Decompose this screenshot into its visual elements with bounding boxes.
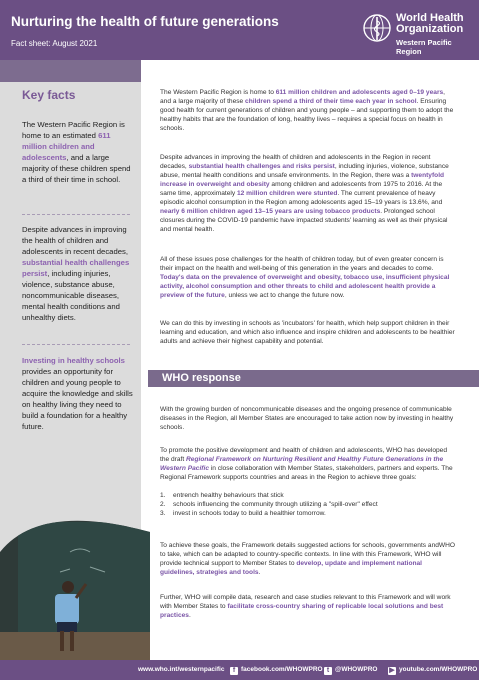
goal-item: 3. invest in schools today to build a healthier tomorrow. bbox=[160, 510, 326, 517]
goals-list bbox=[160, 491, 456, 518]
paragraph-data-sharing: Further, WHO will compile data, research and case studies relevant to this Framework and will work with Member States to facilitate cross-country sharing of replicable local solutions and best practices. bbox=[160, 594, 451, 619]
who-logo bbox=[362, 11, 474, 56]
region-name: Western Pacific Region bbox=[396, 38, 452, 56]
twitter-icon: t bbox=[324, 667, 332, 675]
sidebar-top-band bbox=[0, 60, 141, 82]
paragraph-burden: With the growing burden of noncommunicable diseases and the ongoing presence of communicable diseases in the Region, all Member States are encouraged to take action now by investing in healthy schools. bbox=[160, 406, 454, 431]
key-facts-heading: Key facts bbox=[22, 88, 76, 102]
paragraph-challenges: Despite advances in improving the health of children and adolescents in the Region in recent decades, substantial health challenges and risks persist, including injuries, violence, substance abuse, mental health conditions and unsafe environments. In the Region, there was a twentyfold increase in overweight and obesity among children and adolescents from 1975 to 2016. At the same time, approximately 12 million children were stunted. The current prevalence of heavy episodic alcohol consumption in the Region among adolescents aged 15–19 years is 13.6%, and nearly 6 million children aged 13–15 years are using tobacco products. Prolonged school closures during the COVID-19 pandemic have impacted students' learning as well as their physical and mental health. bbox=[160, 154, 449, 233]
who-response-banner bbox=[148, 370, 479, 387]
page-title: Nurturing the health of future generations bbox=[11, 14, 279, 29]
organization-name: World Health Organization bbox=[396, 12, 464, 35]
key-fact-3: Investing in healthy schools provides an opportunity for children and young people to acquire the knowledge and skills on healthy living they need to build a foundation for a healthy future. bbox=[22, 356, 133, 431]
goal-item: 2. schools influencing the community through utilizing a "spill-over" effect bbox=[160, 501, 378, 508]
youtube-link[interactable]: ▶ youtube.com/WHOWPRO bbox=[389, 666, 478, 674]
fact-sheet-date: Fact sheet: August 2021 bbox=[11, 39, 98, 48]
header-banner bbox=[0, 0, 479, 60]
divider bbox=[22, 214, 130, 215]
paragraph-intro: The Western Pacific Region is home to 611 million children and adolescents aged 0–19 years, and a large majority of these children spend a third of their time each year in school. Ensuring good health for current generations of children and young people – and supporting them to adopt the healthy habits that are the foundation of long, healthy lives – requires a special focus on health in schools. bbox=[160, 89, 454, 132]
twitter-link[interactable]: t @WHOWPRO bbox=[324, 666, 377, 675]
facebook-link[interactable]: f facebook.com/WHOWPRO bbox=[230, 666, 323, 675]
website-link[interactable]: www.who.int/westernpacific bbox=[138, 666, 225, 673]
paragraph-future-concern: All of these issues pose challenges for the health of children today, but of even greater concern is their impact on the health and well-being of this generation in the years and decades to come. Today's data on the prevalence of overweight and obesity, tobacco use, insufficient physical activity, alcohol consumption and other threats to child and adolescent health provide a preview of the future, unless we act to change the future now. bbox=[160, 256, 450, 299]
youtube-icon: ▶ bbox=[389, 667, 395, 674]
key-fact-1: The Western Pacific Region is home to an estimated 611 million children and adolescents, and a large majority of these children spend a third of their time in school. bbox=[22, 120, 131, 184]
footer-bar bbox=[0, 660, 479, 680]
paragraph-framework: To promote the positive development and health of children and adolescents, WHO has developed the draft Regional Framework on Nurturing Resilient and Healthy Future Generations in the Western Pacific in close collaboration with Member States, stakeholders, partners and experts. The Regional Framework supports countries and areas in the Region to achieve three goals: bbox=[160, 447, 453, 481]
paragraph-actions: To achieve these goals, the Framework details suggested actions for schools, governments andWHO to take, which can be adapted to country-specific contexts. In line with this Framework, WHO will provide technical support to Member States to develop, update and implement national guidelines, strategies and tools. bbox=[160, 542, 456, 576]
who-response-heading: WHO response bbox=[162, 372, 241, 384]
who-emblem-icon bbox=[362, 13, 392, 43]
facebook-icon: f bbox=[230, 667, 238, 675]
goal-item: 1. entrench healthy behaviours that stick bbox=[160, 492, 284, 499]
key-fact-2: Despite advances in improving the health of children and adolescents in recent decades, substantial health challenges persist, including injuries, violence, substance abuse, noncommunicable diseases, mental health conditions and unhealthy diets. bbox=[22, 225, 130, 322]
paragraph-schools: We can do this by investing in schools as 'incubators' for health, which help support children in their learning and education, and which also influence and inspire children and adolescents to be healthier adults and achieve their highest capability and potential. bbox=[160, 320, 455, 345]
divider bbox=[22, 344, 130, 345]
child-at-blackboard-photo bbox=[0, 512, 150, 660]
